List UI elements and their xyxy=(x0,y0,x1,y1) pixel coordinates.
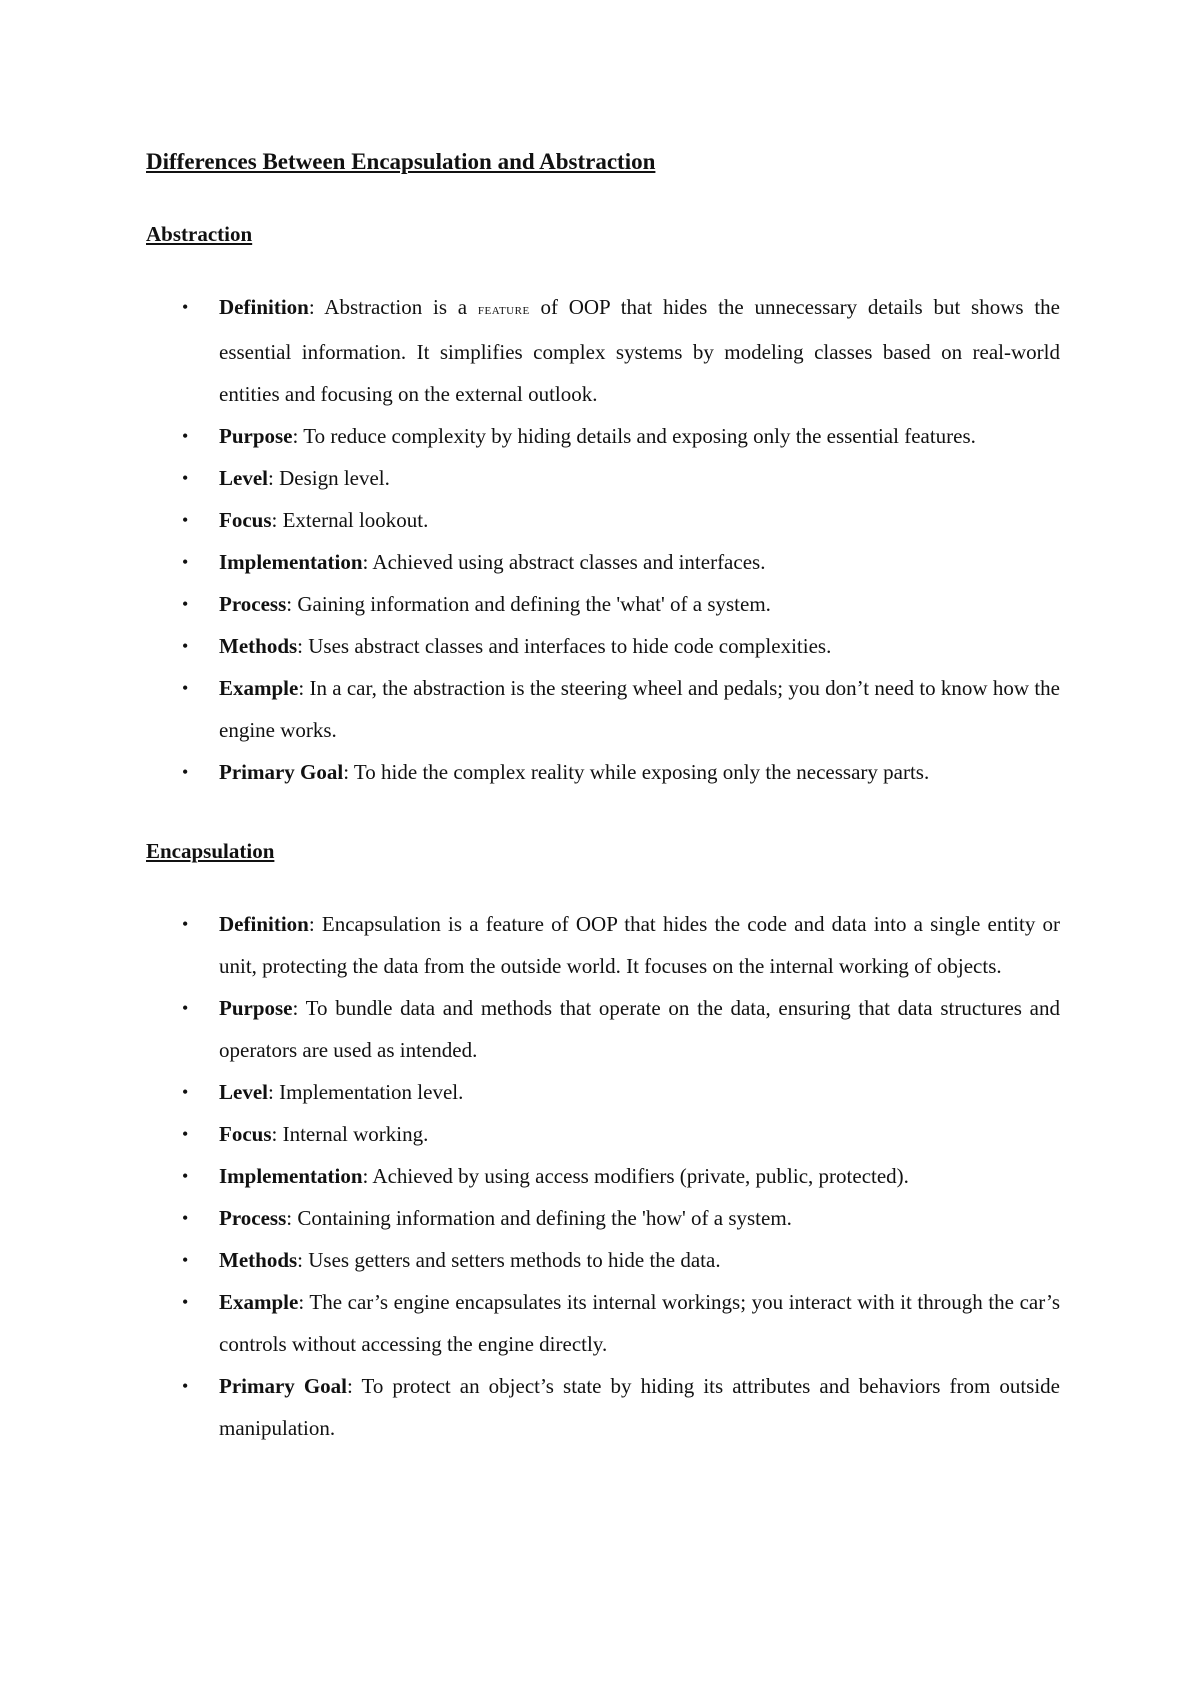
item-separator: : xyxy=(286,1206,293,1230)
item-term: Methods xyxy=(219,634,298,658)
bullet-icon: • xyxy=(182,1250,189,1270)
list-item xyxy=(146,1113,1060,1155)
item-text: The car’s engine encapsulates its internal workings; you interact with it through the car’s controls without accessing the engine directly. xyxy=(219,1290,1060,1356)
item-separator: : xyxy=(297,1248,304,1272)
item-text: Abstraction is a xyxy=(314,295,478,319)
list-item xyxy=(146,541,1060,583)
item-text: of OOP that hides the unnecessary details but shows the essential information. It simplifies complex systems by modeling classes based on real-world entities and focusing on the external outlook. xyxy=(219,295,1060,406)
item-separator: : xyxy=(286,592,293,616)
list-item xyxy=(146,1197,1060,1239)
bullet-icon: • xyxy=(182,998,189,1018)
bullet-icon: • xyxy=(182,1376,189,1396)
list-item xyxy=(146,457,1060,499)
bullet-icon: • xyxy=(182,297,189,317)
list-item xyxy=(146,583,1060,625)
list-item xyxy=(146,667,1060,751)
item-text: Achieved using abstract classes and interfaces. xyxy=(368,550,766,574)
item-term: Purpose xyxy=(219,996,293,1020)
bullet-icon: • xyxy=(182,636,189,656)
item-text: To reduce complexity by hiding details and exposing only the essential features. xyxy=(298,424,976,448)
item-separator: : xyxy=(308,295,315,319)
item-term: Implementation xyxy=(219,550,363,574)
list-item xyxy=(146,625,1060,667)
item-separator: : xyxy=(271,508,278,532)
item-text: Encapsulation is a feature of OOP that hides the code and data into a single entity or unit, protecting the data from the outside world. It focuses on the internal working of objects. xyxy=(219,912,1060,978)
bullet-icon: • xyxy=(182,1208,189,1228)
item-text: Internal working. xyxy=(277,1122,429,1146)
item-separator: : xyxy=(292,424,299,448)
item-separator: : xyxy=(267,466,274,490)
item-text: To bundle data and methods that operate on the data, ensuring that data structures and operators are used as intended. xyxy=(219,996,1060,1062)
item-text: To protect an object’s state by hiding its attributes and behaviors from outside manipulation. xyxy=(219,1374,1060,1440)
list-item xyxy=(146,286,1060,415)
encapsulation-list xyxy=(146,903,1060,1449)
item-text: Containing information and defining the 'how' of a system. xyxy=(292,1206,792,1230)
item-separator: : xyxy=(343,760,350,784)
bullet-icon: • xyxy=(182,1124,189,1144)
item-text: Achieved by using access modifiers (private, public, protected). xyxy=(368,1164,909,1188)
item-text: Uses abstract classes and interfaces to hide code complexities. xyxy=(303,634,832,658)
bullet-icon: • xyxy=(182,1082,189,1102)
item-text: Uses getters and setters methods to hide the data. xyxy=(303,1248,721,1272)
bullet-icon: • xyxy=(182,468,189,488)
list-item xyxy=(146,1071,1060,1113)
item-term: Primary Goal xyxy=(219,760,344,784)
item-term: Definition xyxy=(219,295,309,319)
list-item xyxy=(146,1239,1060,1281)
item-term: Focus xyxy=(219,508,272,532)
item-text: In a car, the abstraction is the steering wheel and pedals; you don’t need to know how the engine works. xyxy=(219,676,1060,742)
list-item xyxy=(146,1365,1060,1449)
list-item xyxy=(146,1281,1060,1365)
bullet-icon: • xyxy=(182,1292,189,1312)
item-term: Process xyxy=(219,1206,287,1230)
item-term: Example xyxy=(219,1290,299,1314)
item-term: Level xyxy=(219,1080,268,1104)
item-term: Implementation xyxy=(219,1164,363,1188)
list-item xyxy=(146,415,1060,457)
item-separator: : xyxy=(298,676,305,700)
list-item xyxy=(146,751,1060,793)
item-emphasis: feature xyxy=(477,301,530,318)
bullet-icon: • xyxy=(182,594,189,614)
document-content xyxy=(146,144,1060,1449)
item-text: To hide the complex reality while exposing only the necessary parts. xyxy=(349,760,930,784)
bullet-icon: • xyxy=(182,678,189,698)
list-item xyxy=(146,987,1060,1071)
bullet-icon: • xyxy=(182,1166,189,1186)
item-separator: : xyxy=(308,912,315,936)
bullet-icon: • xyxy=(182,914,189,934)
item-term: Methods xyxy=(219,1248,298,1272)
abstraction-heading: Abstraction xyxy=(146,222,253,246)
list-item xyxy=(146,903,1060,987)
item-term: Example xyxy=(219,676,299,700)
item-separator: : xyxy=(292,996,299,1020)
item-text: Implementation level. xyxy=(273,1080,464,1104)
item-separator: : xyxy=(271,1122,278,1146)
bullet-icon: • xyxy=(182,510,189,530)
item-term: Focus xyxy=(219,1122,272,1146)
list-item xyxy=(146,499,1060,541)
bullet-icon: • xyxy=(182,552,189,572)
item-term: Primary Goal xyxy=(219,1374,348,1398)
document-title: Differences Between Encapsulation and Abstraction xyxy=(146,149,656,174)
bullet-icon: • xyxy=(182,426,189,446)
item-text: Gaining information and defining the 'what' of a system. xyxy=(292,592,771,616)
item-term: Definition xyxy=(219,912,309,936)
item-separator: : xyxy=(297,634,304,658)
item-separator: : xyxy=(267,1080,274,1104)
item-text: Design level. xyxy=(273,466,390,490)
item-text: External lookout. xyxy=(277,508,429,532)
item-term: Purpose xyxy=(219,424,293,448)
item-term: Level xyxy=(219,466,268,490)
item-term: Process xyxy=(219,592,287,616)
encapsulation-heading: Encapsulation xyxy=(146,839,275,863)
item-separator: : xyxy=(347,1374,353,1398)
list-item xyxy=(146,1155,1060,1197)
item-separator: : xyxy=(362,550,369,574)
bullet-icon: • xyxy=(182,762,189,782)
abstraction-list xyxy=(146,286,1060,793)
item-separator: : xyxy=(362,1164,369,1188)
item-separator: : xyxy=(298,1290,305,1314)
